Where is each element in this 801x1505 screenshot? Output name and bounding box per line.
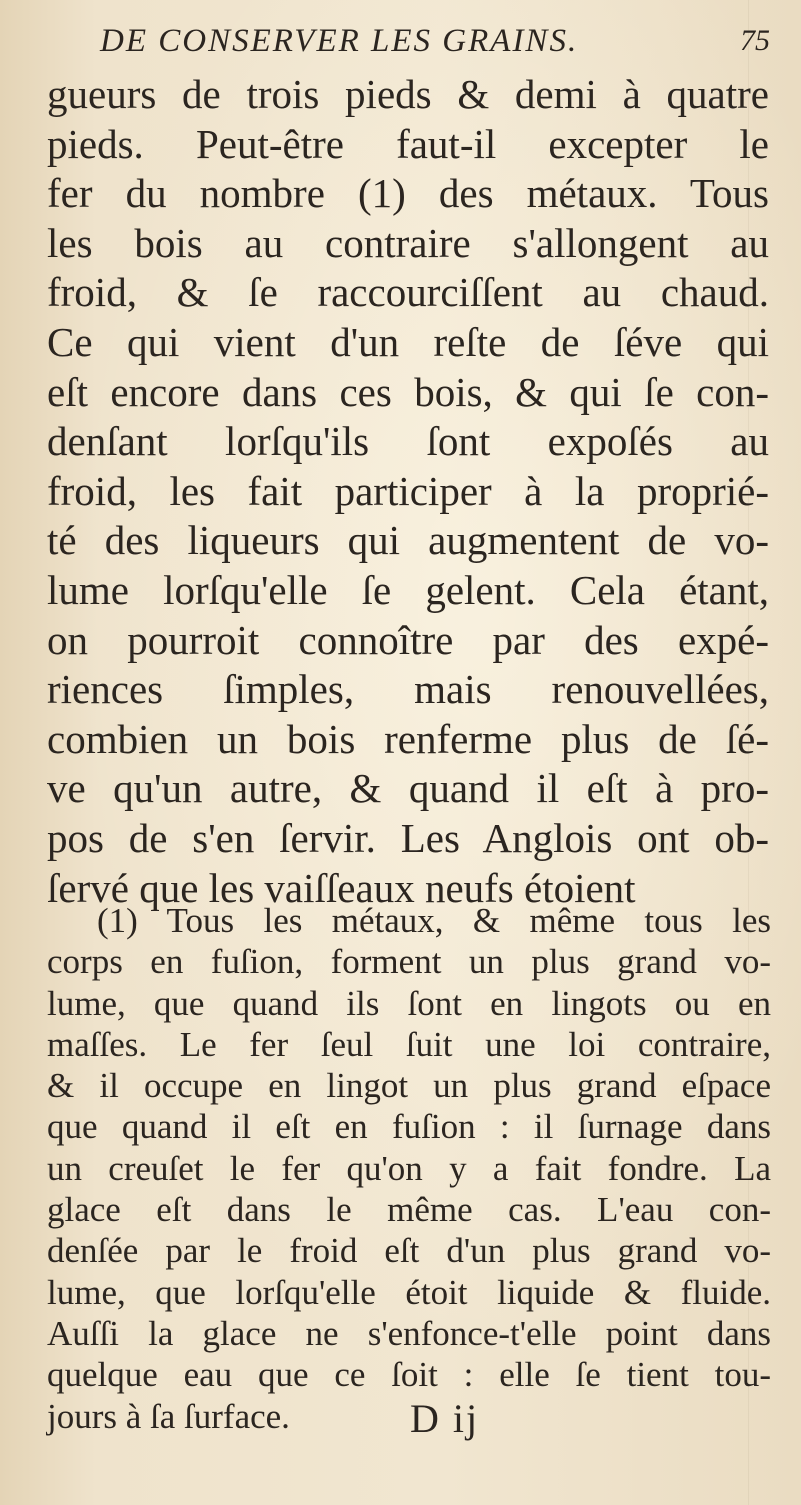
text-line: on pourroit connoître par des expé-: [47, 616, 769, 663]
text-line: gueurs de trois pieds & demi à quatre: [47, 71, 769, 117]
text-line: les bois au contraire s'allongent au: [47, 219, 769, 266]
footnote-line: maſſes. Le fer ſeul ſuit une loi contraire,: [47, 1024, 771, 1064]
footnote-line: quelque eau que ce ſoit : elle ſe tient tou-: [47, 1355, 771, 1395]
running-title: DE CONSERVER LES GRAINS.: [100, 22, 579, 59]
page-header: [100, 20, 790, 62]
text-line: combien un bois renferme plus de ſé-: [47, 715, 769, 762]
text-line: lume lorſqu'elle ſe gelent. Cela étant,: [47, 566, 769, 613]
footnote-line: lume, que lorſqu'elle étoit liquide & fluide.: [47, 1272, 771, 1312]
text-line: pos de s'en ſervir. Les Anglois ont ob-: [47, 814, 769, 861]
text-line: eſt encore dans ces bois, & qui ſe con-: [47, 368, 769, 415]
footnote-line: denſée par le froid eſt d'un plus grand vo-: [47, 1231, 771, 1271]
footnote-line: un creuſet le fer qu'on y a fait fondre. La: [47, 1148, 771, 1188]
text-line: fer du nombre (1) des métaux. Tous: [47, 170, 769, 217]
footnote-line: corps en fuſion, forment un plus grand vo-: [47, 942, 771, 982]
main-text: [47, 70, 769, 913]
footnote-line: que quand il eſt en fuſion : il ſurnage dans: [47, 1107, 771, 1147]
text-line: Ce qui vient d'un reſte de ſéve qui: [47, 318, 769, 365]
text-line: froid, & ſe raccourciſſent au chaud.: [47, 269, 769, 316]
footnote-line: & il occupe en lingot un plus grand eſpace: [47, 1066, 771, 1106]
text-line: denſant lorſqu'ils ſont expoſés au: [47, 418, 769, 465]
text-line: froid, les fait participer à la proprié-: [47, 467, 769, 514]
footnote-line: jours à ſa ſurface.: [47, 1396, 290, 1436]
text-line: ſervé que les vaiſſeaux neufs étoient: [47, 864, 636, 911]
text-line: pieds. Peut-être faut-il excepter le: [47, 120, 769, 167]
text-line: ve qu'un autre, & quand il eſt à pro-: [47, 765, 769, 812]
page-number: 75: [740, 24, 770, 57]
signature-mark: D ij: [410, 1396, 480, 1441]
footnote-line: (1) Tous les métaux, & même tous les: [97, 901, 771, 940]
footnote-line: glace eſt dans le même cas. L'eau con-: [47, 1190, 771, 1230]
footnote: [47, 900, 771, 1437]
footnote-line: Auſſi la glace ne s'enfonce-t'elle point dans: [47, 1313, 771, 1353]
text-line: té des liqueurs qui augmentent de vo-: [47, 517, 769, 564]
footnote-line: lume, que quand ils ſont en lingots ou en: [47, 983, 771, 1023]
text-line: riences ſimples, mais renouvellées,: [47, 666, 769, 713]
